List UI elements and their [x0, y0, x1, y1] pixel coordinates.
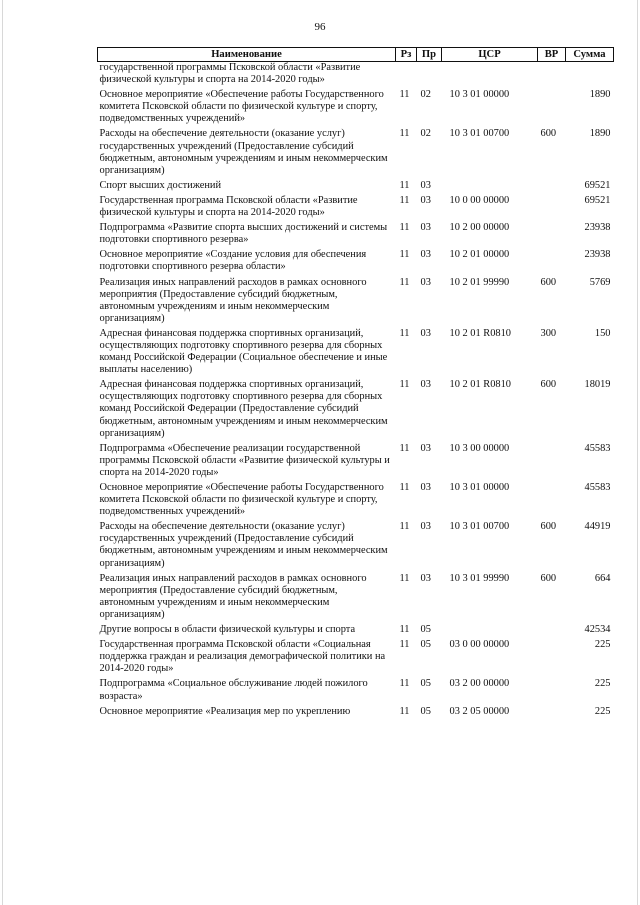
- cell-name: Другие вопросы в области физической культуры и спорта: [99, 624, 356, 636]
- cell-vr: [538, 62, 566, 90]
- cell-name: Реализация иных направлений расходов в рамках основного мероприятия (Предоставление субсидий бюджетным, автономным учреждениям и иным некоммерческим организациям): [99, 276, 367, 324]
- table-row: [98, 639, 614, 678]
- cell-pr: 03: [420, 327, 431, 339]
- cell-csr: 03 2 00 00000: [449, 678, 510, 690]
- cell-name: государственной программы Псковской области «Развитие физической культуры и спорта на 2014-2020 годы»: [99, 62, 361, 86]
- cell-name: Расходы на обеспечение деятельности (оказание услуг) государственных учреждений (Предоставление субсидий бюджетным, автономным учреждениям и иным некоммерческим организациям): [99, 128, 388, 176]
- cell-name: Подпрограмма «Социальное обслуживание людей пожилого возраста»: [99, 678, 368, 702]
- cell-vr: [538, 624, 566, 639]
- cell-pr: 02: [420, 89, 431, 101]
- cell-vr: [538, 222, 566, 249]
- cell-sum: 5769: [589, 276, 611, 288]
- cell-sum: 23938: [584, 249, 611, 261]
- cell-name: Основное мероприятие «Реализация мер по укреплению: [99, 705, 351, 717]
- cell-vr: 600: [540, 128, 557, 140]
- header-row: [98, 48, 614, 62]
- cell-sum: 23938: [584, 222, 611, 234]
- cell-sum: [566, 62, 614, 90]
- cell-sum: 664: [594, 572, 611, 584]
- table-row: [98, 249, 614, 276]
- cell-name: Расходы на обеспечение деятельности (оказание услуг) государственных учреждений (Предоставление субсидий бюджетным, автономным учреждениям и иным некоммерческим организациям): [99, 521, 388, 569]
- cell-vr: [538, 443, 566, 482]
- cell-pr: 03: [420, 442, 431, 454]
- cell-sum: 225: [594, 639, 611, 651]
- cell-vr: [538, 482, 566, 521]
- header-rz: Рз: [396, 48, 417, 62]
- cell-pr: 03: [420, 194, 431, 206]
- cell-vr: 600: [540, 276, 557, 288]
- cell-rz: 11: [399, 624, 410, 636]
- cell-pr: 03: [420, 222, 431, 234]
- cell-vr: [538, 89, 566, 128]
- cell-sum: 225: [594, 678, 611, 690]
- cell-name: Подпрограмма «Обеспечение реализации государственной программы Псковской области «Развитие физической культуры и спорта на 2014-2020 годы»: [99, 442, 390, 478]
- cell-rz: 11: [399, 327, 410, 339]
- header-csr: ЦСР: [442, 48, 538, 62]
- header-vr: ВР: [538, 48, 566, 62]
- cell-name: Государственная программа Псковской области «Развитие физической культуры и спорта на 2014-2020 годы»: [99, 194, 358, 219]
- cell-pr: 03: [420, 482, 431, 493]
- cell-vr: [538, 706, 566, 721]
- cell-csr: 10 3 01 00000: [449, 89, 510, 101]
- table-row: [98, 706, 614, 721]
- header-sum: Сумма: [566, 48, 614, 62]
- cell-name: Спорт высших достижений: [99, 179, 222, 191]
- cell-vr: [538, 639, 566, 678]
- table-row: [98, 573, 614, 624]
- cell-rz: 11: [399, 572, 410, 584]
- cell-pr: 05: [420, 624, 431, 636]
- cell-name: Подпрограмма «Развитие спорта высших достижений и системы подготовки спортивного резерва»: [99, 222, 388, 246]
- cell-pr: 05: [420, 678, 431, 690]
- cell-sum: 18019: [584, 379, 611, 391]
- cell-rz: 11: [399, 442, 410, 454]
- cell-pr: 03: [420, 276, 431, 288]
- cell-rz: 11: [399, 194, 410, 206]
- cell-csr: 10 0 00 00000: [449, 194, 510, 206]
- cell-csr: [442, 180, 538, 195]
- header-pr: Пр: [417, 48, 442, 62]
- header-name: Наименование: [98, 48, 396, 62]
- cell-sum: 45583: [584, 482, 611, 493]
- cell-pr: 03: [420, 521, 431, 533]
- cell-csr: [442, 624, 538, 639]
- cell-csr: 10 2 01 99990: [449, 276, 510, 288]
- cell-vr: [538, 195, 566, 222]
- cell-rz: 11: [399, 179, 410, 191]
- cell-pr: 02: [420, 128, 431, 140]
- cell-rz: 11: [399, 89, 410, 101]
- cell-rz: 11: [399, 249, 410, 261]
- cell-rz: 11: [399, 521, 410, 533]
- cell-csr: 10 2 01 00000: [449, 249, 510, 261]
- cell-pr: 03: [420, 179, 431, 191]
- table-row: [98, 89, 614, 128]
- cell-sum: 69521: [584, 194, 611, 206]
- cell-csr: 10 2 01 R0810: [449, 379, 511, 391]
- cell-csr: 10 3 00 00000: [449, 442, 510, 454]
- table-header: [98, 48, 614, 62]
- cell-name: Реализация иных направлений расходов в рамках основного мероприятия (Предоставление субсидий бюджетным, автономным учреждениям и иным некоммерческим организациям): [99, 572, 367, 620]
- cell-csr: 03 0 00 00000: [449, 639, 510, 651]
- cell-pr: 05: [420, 639, 431, 651]
- cell-pr: 03: [420, 249, 431, 261]
- table-row: [98, 180, 614, 195]
- cell-name: Адресная финансовая поддержка спортивных организаций, осуществляющих подготовку спортивного резерва для сборных команд Российской Федерации (Социальное обеспечение и иные выплаты населению): [99, 327, 388, 376]
- cell-vr: 600: [540, 521, 557, 533]
- cell-csr: [442, 62, 538, 90]
- cell-sum: 150: [594, 327, 611, 339]
- cell-name: Адресная финансовая поддержка спортивных организаций, осуществляющих подготовку спортивного резерва для сборных команд Российской Федерации (Предоставление субсидий бюджетным, автономным учреждениям и иным некоммерческим организациям): [99, 379, 388, 439]
- table-row: [98, 624, 614, 639]
- cell-sum: 1890: [589, 128, 611, 140]
- cell-vr: [538, 249, 566, 276]
- table-row: [98, 379, 614, 442]
- cell-rz: 11: [399, 222, 410, 234]
- cell-rz: 11: [399, 379, 410, 391]
- cell-vr: 600: [540, 572, 557, 584]
- cell-sum: 42534: [584, 624, 611, 636]
- table-row: [98, 277, 614, 328]
- cell-csr: 03 2 05 00000: [449, 705, 510, 717]
- cell-pr: 03: [420, 379, 431, 391]
- cell-csr: 10 2 00 00000: [449, 222, 510, 234]
- cell-csr: 10 3 01 00700: [449, 521, 510, 533]
- cell-sum: 45583: [584, 442, 611, 454]
- cell-pr: 03: [420, 572, 431, 584]
- table-body: [98, 62, 614, 721]
- cell-csr: 10 3 01 00000: [449, 482, 510, 493]
- cell-name: Основное мероприятие «Создание условия для обеспечения подготовки спортивного резерва области»: [99, 249, 367, 273]
- page-edge-right: [637, 0, 638, 905]
- table-row: [98, 195, 614, 222]
- budget-table: [97, 47, 614, 721]
- table-row: [98, 443, 614, 482]
- cell-csr: 10 2 01 R0810: [449, 327, 511, 339]
- table-row: [98, 222, 614, 249]
- cell-rz: 11: [399, 128, 410, 140]
- cell-rz: 11: [399, 276, 410, 288]
- cell-csr: 10 3 01 00700: [449, 128, 510, 140]
- cell-pr: 05: [420, 705, 431, 717]
- page-edge-left: [2, 0, 3, 905]
- table-row: [98, 482, 614, 521]
- cell-sum: 1890: [589, 89, 611, 101]
- cell-vr: 600: [540, 379, 557, 391]
- cell-vr: [538, 180, 566, 195]
- table-row: [98, 128, 614, 179]
- cell-name: Основное мероприятие «Обеспечение работы Государственного комитета Псковской области по физической культуре и спорту, подведомственных учреждений»: [99, 89, 384, 125]
- table-row: [98, 62, 614, 90]
- cell-rz: 11: [399, 705, 410, 717]
- cell-csr: 10 3 01 99990: [449, 572, 510, 584]
- cell-name: Государственная программа Псковской области «Социальная поддержка граждан и реализация демографической политики на 2014-2020 годы»: [99, 639, 386, 675]
- table-row: [98, 328, 614, 379]
- cell-rz: [396, 62, 417, 90]
- cell-rz: 11: [399, 639, 410, 651]
- cell-rz: 11: [399, 482, 410, 493]
- cell-sum: 225: [594, 705, 611, 717]
- cell-sum: 69521: [584, 179, 611, 191]
- cell-sum: 44919: [584, 521, 611, 533]
- cell-rz: 11: [399, 678, 410, 690]
- cell-vr: [538, 678, 566, 705]
- table-row: [98, 678, 614, 705]
- table-row: [98, 521, 614, 572]
- cell-vr: 300: [540, 327, 557, 339]
- cell-pr: [417, 62, 442, 90]
- page-number: 96: [314, 21, 326, 33]
- cell-name: Основное мероприятие «Обеспечение работы Государственного комитета Псковской области по физической культуре и спорту, подведомственных учреждений»: [99, 482, 384, 518]
